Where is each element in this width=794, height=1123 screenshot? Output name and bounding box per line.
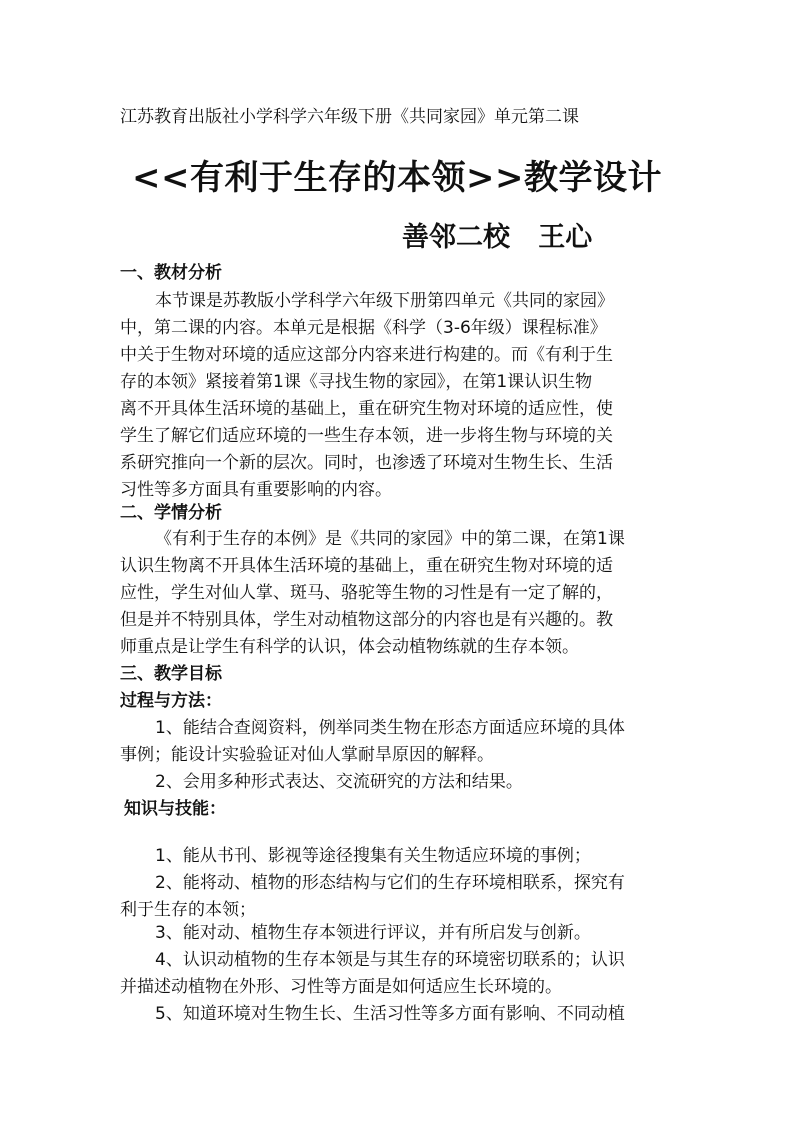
list-item: 3、能对动、植物生存本领进行评议，并有所启发与创新。 bbox=[155, 923, 591, 943]
list-item-continuation: 并描述动植物在外形、习性等方面是如何适应生长环境的。 bbox=[120, 977, 562, 997]
paragraph-line: 本节课是苏教版小学科学六年级下册第四单元《共同的家园》 bbox=[155, 291, 614, 311]
course-subtitle: 江苏教育出版社小学科学六年级下册《共同家园》单元第二课 bbox=[120, 107, 579, 127]
section-heading-teaching-goals: 三、教学目标 bbox=[120, 664, 222, 684]
paragraph-line: 离不开具体生活环境的基础上，重在研究生物对环境的适应性，使 bbox=[120, 399, 613, 419]
author-line: 善邻二校 王心 bbox=[402, 222, 593, 253]
section-heading-learner-analysis: 二、学情分析 bbox=[120, 503, 222, 523]
subheading-process-and-method: 过程与方法： bbox=[120, 691, 222, 711]
subheading-knowledge-and-skills: 知识与技能： bbox=[124, 799, 226, 819]
paragraph-line: 师重点是让学生有科学的认识，体会动植物练就的生存本领。 bbox=[120, 637, 579, 657]
paragraph-line: 应性，学生对仙人掌、斑马、骆驼等生物的习性是有一定了解的， bbox=[120, 583, 613, 603]
paragraph-line: 中关于生物对环境的适应这部分内容来进行构建的。而《有利于生 bbox=[120, 345, 613, 365]
list-item-continuation: 事例；能设计实验验证对仙人掌耐旱原因的解释。 bbox=[120, 745, 494, 765]
paragraph-line: 存的本领》紧接着第1课《寻找生物的家园》，在第1课认识生物 bbox=[120, 372, 593, 392]
paragraph-line: 学生了解它们适应环境的一些生存本领，进一步将生物与环境的关 bbox=[120, 426, 613, 446]
paragraph-line: 《有利于生存的本例》是《共同的家园》中的第二课，在第1课 bbox=[155, 529, 625, 549]
list-item: 1、能从书刊、影视等途径搜集有关生物适应环境的事例； bbox=[155, 846, 591, 866]
page-title: <<有利于生存的本领>>教学设计 bbox=[132, 158, 662, 198]
list-item: 2、会用多种形式表达、交流研究的方法和结果。 bbox=[155, 772, 523, 792]
section-heading-textbook-analysis: 一、教材分析 bbox=[120, 263, 222, 283]
list-item: 1、能结合查阅资料，例举同类生物在形态方面适应环境的具体 bbox=[155, 718, 625, 738]
paragraph-line: 习性等多方面具有重要影响的内容。 bbox=[120, 480, 392, 500]
list-item: 2、能将动、植物的形态结构与它们的生存环境相联系，探究有 bbox=[155, 873, 625, 893]
paragraph-line: 系研究推向一个新的层次。同时，也渗透了环境对生物生长、生活 bbox=[120, 453, 613, 473]
paragraph-line: 认识生物离不开具体生活环境的基础上，重在研究生物对环境的适 bbox=[120, 556, 613, 576]
paragraph-line: 但是并不特别具体，学生对动植物这部分的内容也是有兴趣的。教 bbox=[120, 610, 613, 630]
list-item: 5、知道环境对生物生长、生活习性等多方面有影响、不同动植 bbox=[155, 1004, 625, 1024]
list-item: 4、认识动植物的生存本领是与其生存的环境密切联系的；认识 bbox=[155, 950, 625, 970]
paragraph-line: 中，第二课的内容。本单元是根据《科学（3-6年级）课程标准》 bbox=[120, 318, 607, 338]
list-item-continuation: 利于生存的本领； bbox=[120, 900, 256, 920]
